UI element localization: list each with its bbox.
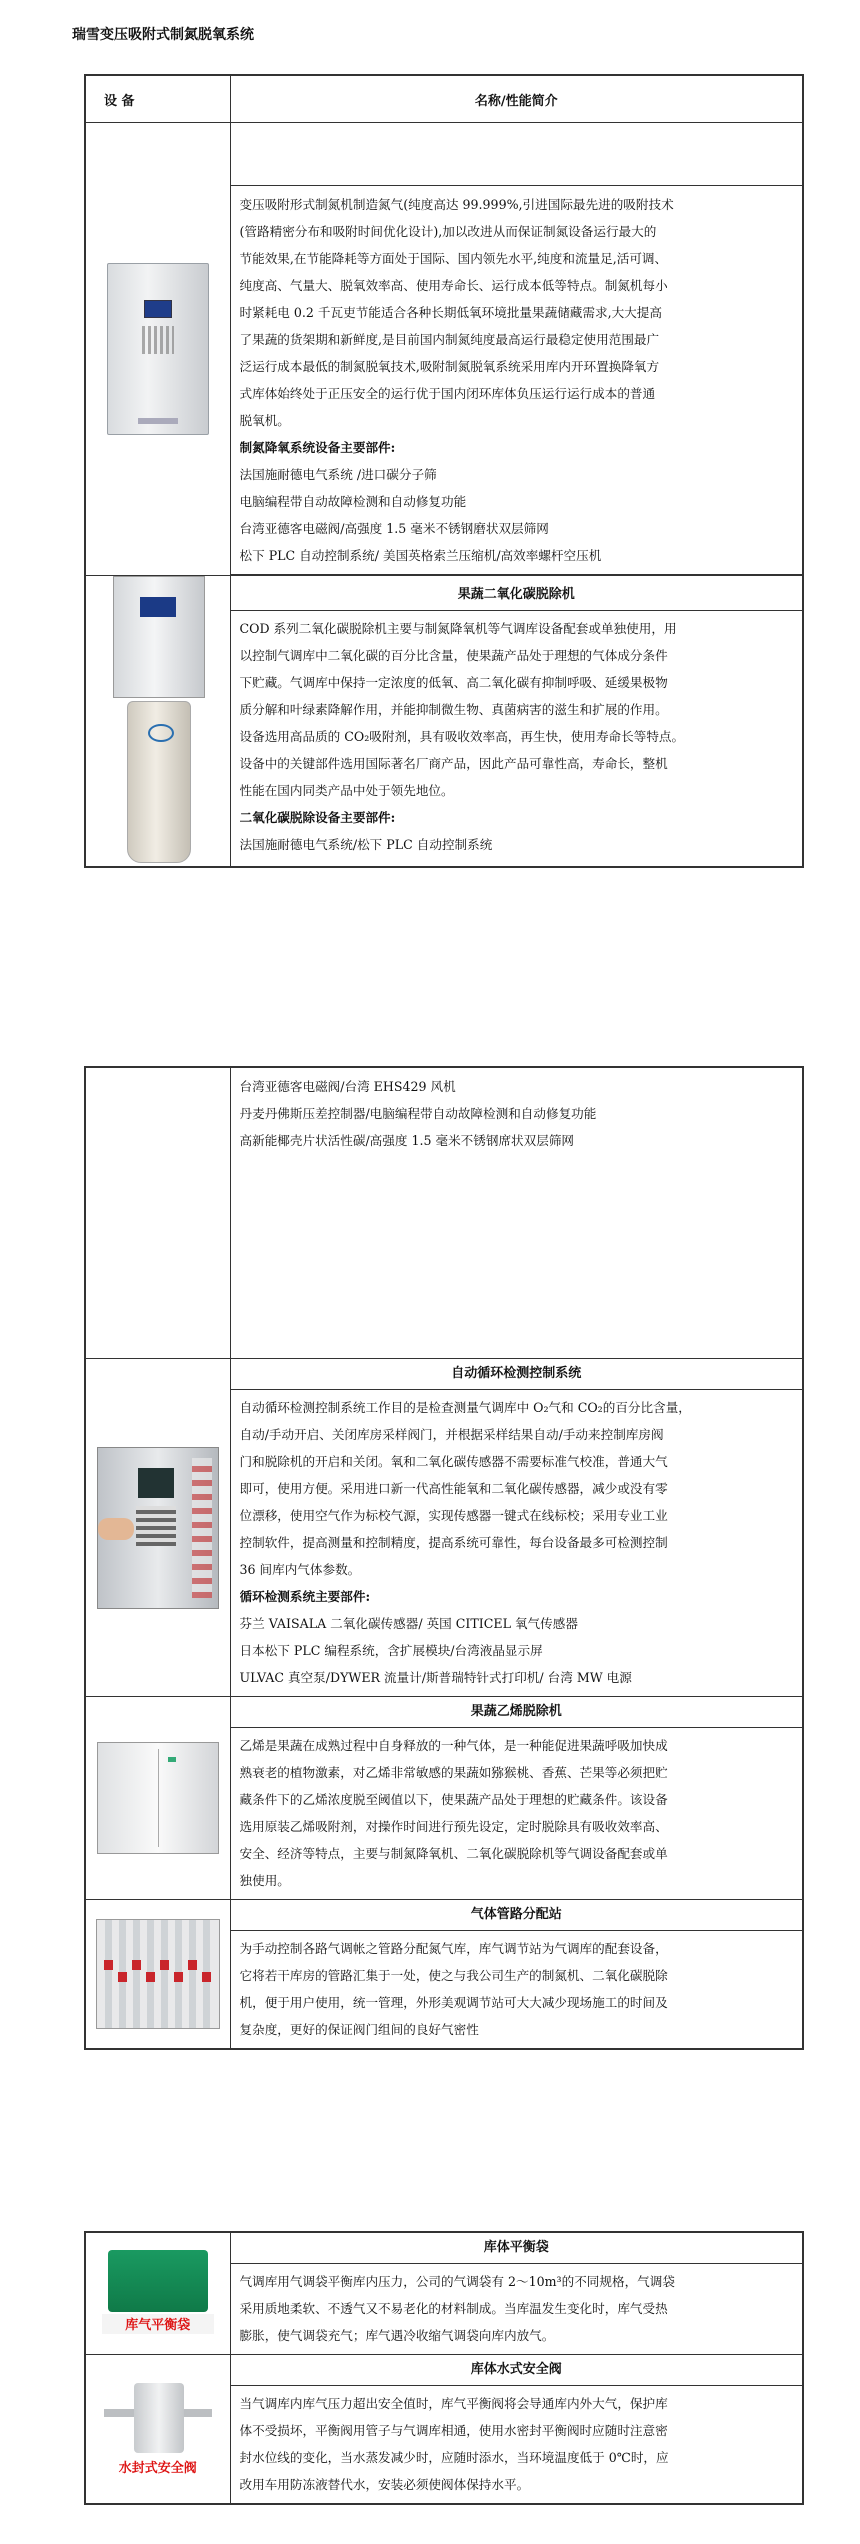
text-line: 36 间库内气体参数。 <box>239 1562 361 1577</box>
text-line: 控制软件，提高测量和控制精度，提高系统可靠性，每台设备最多可检测控制 <box>239 1535 668 1550</box>
text-line: 节能效果,在节能降耗等方面处于国际、国内领先水平,纯度和流量足,活可调、 <box>239 251 668 266</box>
row-co2 <box>85 576 803 868</box>
text-line: 以控制气调库中二氧化碳的百分比含量，使果蔬产品处于理想的气体成分条件 <box>239 647 668 663</box>
safety-valve-caption: 水封式安全阀 <box>118 2461 197 2476</box>
text-line: 复杂度，更好的保证阀门组间的良好气密性 <box>239 2022 479 2037</box>
pipeline-title: 气体管路分配站 <box>231 1900 803 1931</box>
ethylene-title: 果蔬乙烯脱除机 <box>231 1697 803 1728</box>
control-rack-image <box>97 1447 219 1609</box>
text-line: 膨胀，使气调袋充气；库气遇冷收缩气调袋向库内放气。 <box>239 2328 555 2343</box>
co2-title: 果蔬二氧化碳脱除机 <box>231 580 803 611</box>
text-line: 气调库用气调袋平衡库内压力，公司的气调袋有 2～10m³的不同规格，气调袋 <box>239 2274 675 2289</box>
bag-description <box>230 2232 803 2355</box>
parts-heading: 二氧化碳脱除设备主要部件: <box>239 809 396 825</box>
text-line: 设备中的关键部件选用国际著名厂商产品，因此产品可靠性高，寿命长，整机 <box>239 755 668 771</box>
row-pipeline <box>85 1900 803 2050</box>
row-co2-continued <box>85 1067 803 1359</box>
header-name-performance: 名称/性能简介 <box>230 75 803 123</box>
valve-title: 库体水式安全阀 <box>231 2355 803 2386</box>
gas-pipeline-image <box>96 1919 220 2029</box>
text-line: 改用车用防冻液替代水，安装必须使阀体保持水平。 <box>239 2477 530 2492</box>
row-nitrogen <box>85 123 803 186</box>
monitor-image-cell <box>85 1359 230 1697</box>
equipment-table-3 <box>84 2231 804 2505</box>
text-line: 熟衰老的植物激素，对乙烯非常敏感的果蔬如猕猴桃、香蕉、芒果等必须把贮 <box>239 1765 668 1780</box>
monitor-title: 自动循环检测控制系统 <box>231 1359 803 1390</box>
monitor-description <box>230 1359 803 1697</box>
row-monitor <box>85 1359 803 1697</box>
ethylene-remover-image <box>97 1742 219 1854</box>
part-item: ULVAC 真空泵/DYWER 流量计/斯普瑞特针式打印机/ 台湾 MW 电源 <box>239 1670 632 1685</box>
co2-parts-continued <box>230 1067 803 1359</box>
part-item: 日本松下 PLC 编程系统，含扩展模块/台湾液晶显示屏 <box>239 1643 543 1658</box>
text-line: 采用质地柔软、不透气又不易老化的材料制成。当库温发生变化时，库气受热 <box>239 2301 668 2316</box>
text-line: 泛运行成本最低的制氮脱氧技术,吸附制氮脱氧系统采用库内开环置换降氧方 <box>239 359 660 374</box>
text-line: 它将若干库房的管路汇集于一处，使之与我公司生产的制氮机、二氧化碳脱除 <box>239 1968 668 1983</box>
nitrogen-generator-image <box>107 263 209 435</box>
safety-valve-image <box>98 2379 218 2479</box>
text-line: 即可，使用方便。采用进口新一代高性能氧和二氧化碳传感器，减少或没有零 <box>239 1481 668 1496</box>
part-item: 芬兰 VAISALA 二氧化碳传感器/ 英国 CITICEL 氧气传感器 <box>239 1616 578 1631</box>
text-line: 设备选用高品质的 CO₂吸附剂，具有吸收效率高，再生快，使用寿命长等特点。 <box>239 728 685 744</box>
valve-image-cell <box>85 2355 230 2505</box>
text-line: COD 系列二氧化碳脱除机主要与制氮降氧机等气调库设备配套或单独使用，用 <box>239 620 677 636</box>
co2-description <box>230 576 803 868</box>
text-line: 体不受损坏，平衡阀用管子与气调库相通，使用水密封平衡阀时应随时注意密 <box>239 2423 668 2438</box>
text-line: 质分解和叶绿素降解作用，并能抑制微生物、真菌病害的滋生和扩展的作用。 <box>239 701 668 717</box>
ethylene-image-cell <box>85 1697 230 1900</box>
text-line: 性能在国内同类产品中处于领先地位。 <box>239 782 454 798</box>
part-item: 高新能椰壳片状活性碳/高强度 1.5 毫米不锈钢席状双层筛网 <box>239 1133 575 1148</box>
balance-bag-caption: 库气平衡袋 <box>102 2314 214 2334</box>
text-line: 脱氧机。 <box>239 413 290 428</box>
text-line: 了果蔬的货架期和新鲜度,是目前国内制氮纯度最高运行最稳定使用范围最广 <box>239 332 660 347</box>
part-item: 电脑编程带自动故障检测和自动修复功能 <box>239 494 467 509</box>
header-equipment: 设 备 <box>85 75 230 123</box>
part-item: 法国施耐德电气系统 /进口碳分子筛 <box>239 467 437 482</box>
text-line: (管路精密分布和吸附时间优化设计),加以改进从而保证制氮设备运行最大的 <box>239 224 657 239</box>
text-line: 藏条件下的乙烯浓度脱至阈值以下，使果蔬产品处于理想的贮藏条件。该设备 <box>239 1792 668 1807</box>
co2-image-cell <box>85 576 230 868</box>
text-line: 式库体始终处于正压安全的运行优于国内闭环库体负压运行运行成本的普通 <box>239 386 656 401</box>
row-ethylene <box>85 1697 803 1900</box>
equipment-table-1 <box>84 74 804 868</box>
pipeline-image-cell <box>85 1900 230 2050</box>
text-line: 为手动控制各路气调帐之管路分配氮气库，库气调节站为气调库的配套设备， <box>239 1941 668 1956</box>
text-line: 位漂移，使用空气作为标校气源，实现传感器一键式在线标校；采用专业工业 <box>239 1508 668 1523</box>
equipment-table-2 <box>84 1066 804 2050</box>
part-item: 台湾亚德客电磁阀/高强度 1.5 毫米不锈钢磨状双层筛网 <box>239 521 549 536</box>
part-item: 松下 PLC 自动控制系统/ 美国英格索兰压缩机/高效率螺杆空压机 <box>239 548 602 563</box>
text-line: 门和脱除机的开启和关闭。氧和二氧化碳传感器不需要标准气校准，普通大气 <box>239 1454 668 1469</box>
parts-heading: 循环检测系统主要部件: <box>239 1589 371 1604</box>
header-row <box>85 75 803 123</box>
text-line: 变压吸附形式制氮机制造氮气(纯度高达 99.999%,引进国际最先进的吸附技术 <box>239 197 674 212</box>
nitrogen-description <box>230 186 803 575</box>
row-bag <box>85 2232 803 2355</box>
balance-bag-image <box>98 2250 218 2338</box>
text-line: 封水位线的变化，当水蒸发减少时，应随时添水，当环境温度低于 0℃时，应 <box>239 2450 669 2465</box>
text-line: 当气调库内库气压力超出安全值时，库气平衡阀将会导通库内外大气，保护库 <box>239 2396 668 2411</box>
ethylene-description <box>230 1697 803 1900</box>
text-line: 自动/手动开启、关闭库房采样阀门，并根据采样结果自动/手动来控制库房阀 <box>239 1427 664 1442</box>
empty-image-cell <box>85 1067 230 1359</box>
parts-heading: 制氮降氧系统设备主要部件: <box>239 440 396 455</box>
part-item: 法国施耐德电气系统/松下 PLC 自动控制系统 <box>239 836 493 852</box>
bag-image-cell <box>85 2232 230 2355</box>
text-line: 下贮藏。气调库中保持一定浓度的低氧、高二氧化碳有抑制呼吸、延缓果极物 <box>239 674 668 690</box>
text-line: 安全、经济等特点，主要与制氮降氧机、二氧化碳脱除机等气调设备配套或单 <box>239 1846 668 1861</box>
text-line: 机，便于用户使用，统一管理，外形美观调节站可大大减少现场施工的时间及 <box>239 1995 668 2010</box>
bag-title: 库体平衡袋 <box>231 2233 803 2264</box>
text-line: 独使用。 <box>239 1873 290 1888</box>
empty-cell <box>230 123 803 186</box>
text-line: 时紧耗电 0.2 千瓦吏节能适合各种长期低氧环境批量果蔬储藏需求,大大提高 <box>239 305 662 320</box>
part-item: 丹麦丹佛斯压差控制器/电脑编程带自动故障检测和自动修复功能 <box>239 1106 597 1121</box>
document-title: 瑞雪变压吸附式制氮脱氧系统 <box>72 27 254 43</box>
part-item: 台湾亚德客电磁阀/台湾 EHS429 风机 <box>239 1079 456 1094</box>
row-valve <box>85 2355 803 2505</box>
pipeline-description <box>230 1900 803 2050</box>
nitrogen-image-cell <box>85 123 230 576</box>
text-line: 选用原装乙烯吸附剂，对操作时间进行预先设定，定时脱除具有吸收效率高、 <box>239 1819 668 1834</box>
valve-description <box>230 2355 803 2505</box>
text-line: 乙烯是果蔬在成熟过程中自身释放的一种气体，是一种能促进果蔬呼吸加快成 <box>239 1738 668 1753</box>
text-line: 纯度高、气量大、脱氧效率高、使用寿命长、运行成本低等特点。制氮机每小 <box>239 278 668 293</box>
co2-scrubber-image <box>103 576 213 866</box>
text-line: 自动循环检测控制系统工作目的是检查测量气调库中 O₂气和 CO₂的百分比含量， <box>239 1400 691 1415</box>
